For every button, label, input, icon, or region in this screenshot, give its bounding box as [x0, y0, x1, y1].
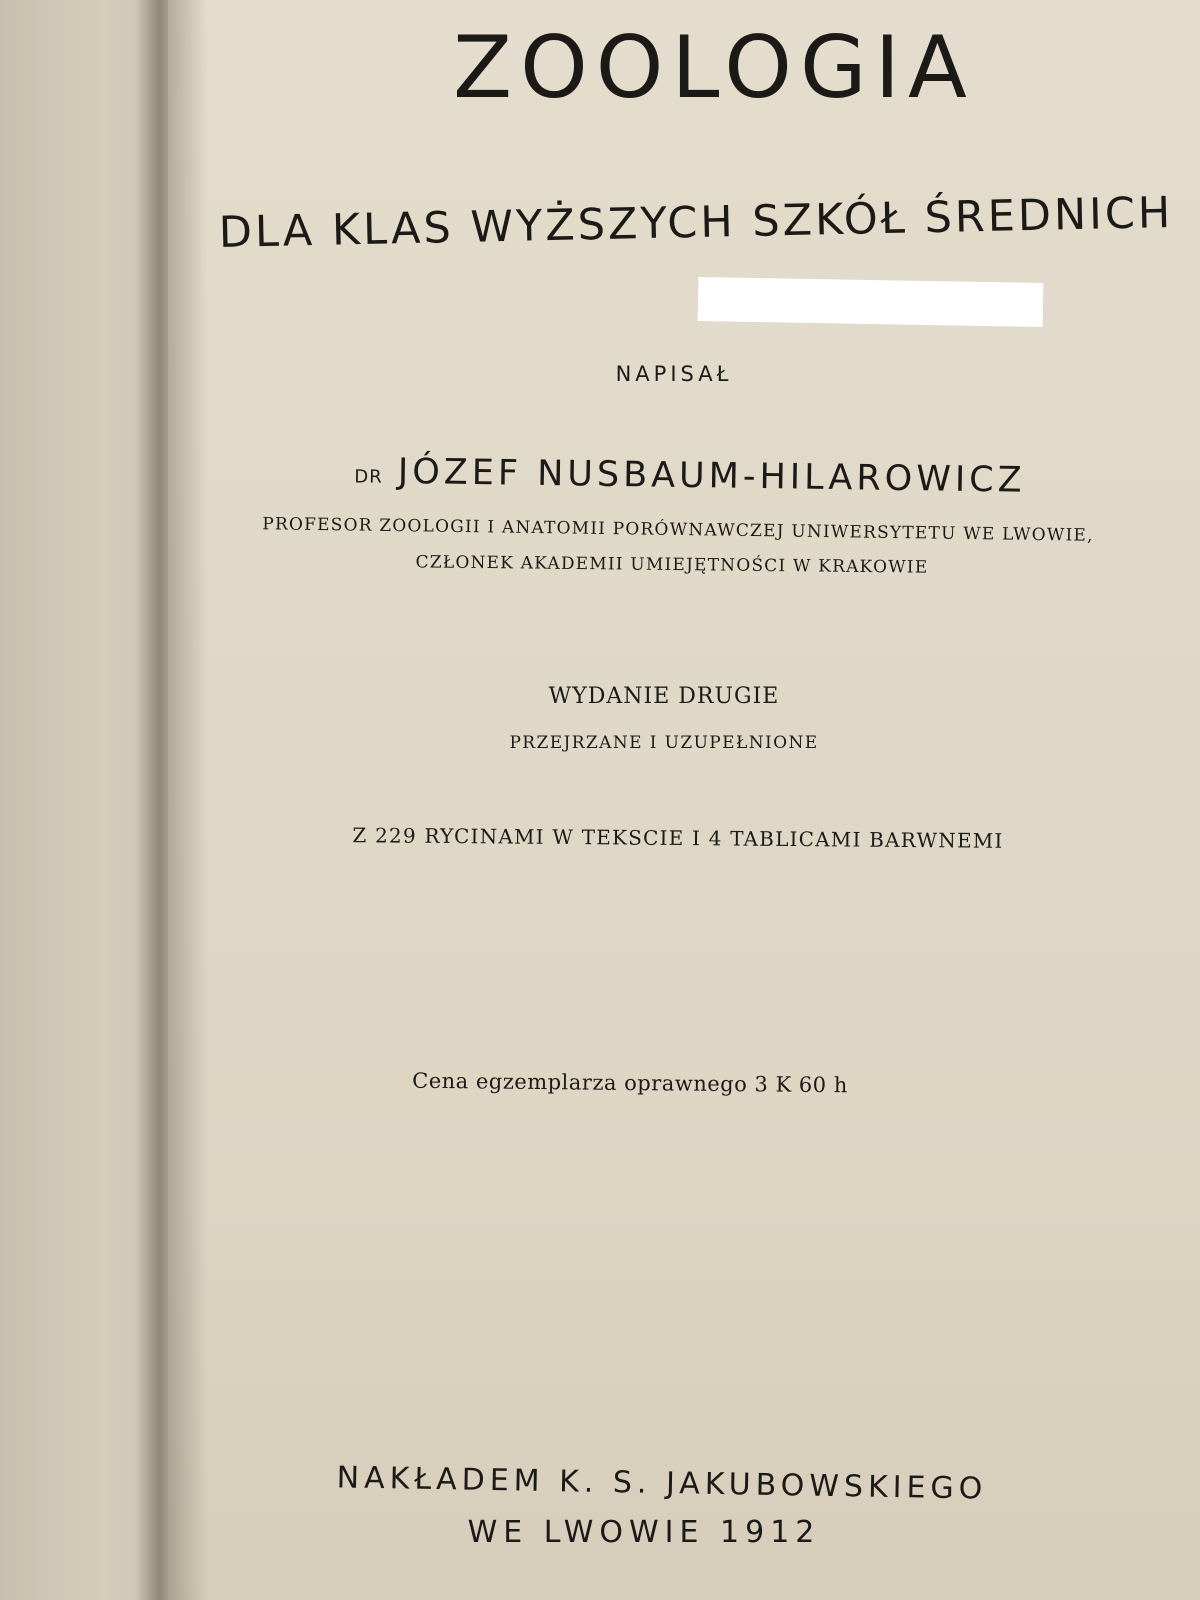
book-title: ZOOLOGIA [453, 18, 975, 118]
title-page-content [168, 0, 1200, 1600]
redacted-handwriting [698, 277, 1044, 327]
author-affiliation-1: PROFESOR ZOOLOGII I ANATOMII PORÓWNAWCZEJ UNIWERSYTETU WE LWOWIE, [262, 514, 1094, 546]
illustrations-note: Z 229 RYCINAMI W TEKSCIE I 4 TABLICAMI BARWNEMI [352, 823, 1004, 853]
edition: WYDANIE DRUGIE [548, 684, 780, 709]
author-name: JÓZEF NUSBAUM-HILAROWICZ [397, 451, 1026, 501]
price-note: Cena egzemplarza oprawnego 3 K 60 h [412, 1068, 848, 1098]
author-line [174, 449, 1200, 503]
place-year: WE LWOWIE 1912 [467, 1515, 821, 1550]
edition-note: PRZEJRZANE I UZUPEŁNIONE [509, 733, 819, 753]
author-title: DR [354, 466, 383, 488]
book-subtitle: DLA KLAS WYŻSZYCH SZKÓŁ ŚREDNICH [218, 188, 1174, 258]
author-affiliation-2: CZŁONEK AKADEMII UMIEJĘTNOŚCI W KRAKOWIE [415, 552, 929, 578]
publisher: NAKŁADEM K. S. JAKUBOWSKIEGO [336, 1460, 988, 1507]
written-by-label: NAPISAŁ [615, 362, 733, 386]
